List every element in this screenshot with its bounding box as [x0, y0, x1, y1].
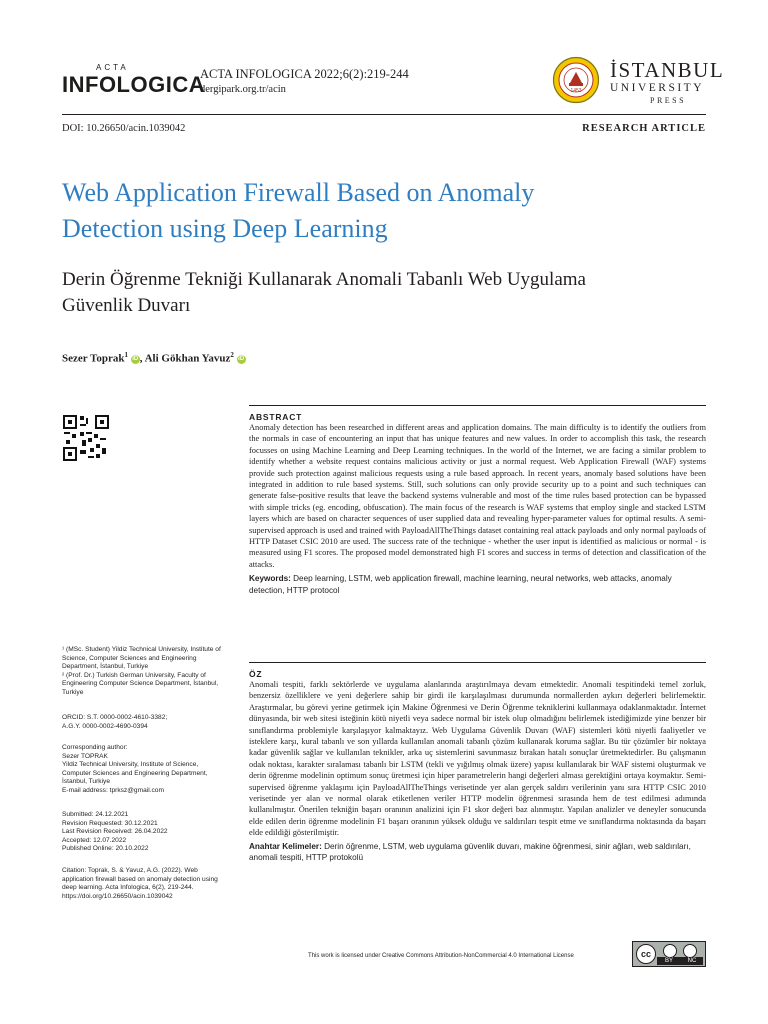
nc-icon: [683, 944, 697, 958]
date-published: Published Online: 20.10.2022: [62, 845, 149, 853]
author-1: Sezer Toprak: [62, 352, 125, 365]
affiliation-2: ² (Prof. Dr.) Turkish German University, Faculty of Engineering Computer Science Department, İstanbul, Turkiye: [62, 671, 219, 696]
date-revision-requested: Revision Requested: 30.12.2021: [62, 819, 158, 827]
corresponding-label: Corresponding author:: [62, 744, 128, 751]
publisher-sub: UNIVERSITY: [610, 82, 704, 94]
orcid-line-1: ORCID: S.T. 0000-0002-4610-3382;: [62, 714, 168, 721]
title-line-2: Detection using Deep Learning: [62, 214, 388, 243]
affiliations: [62, 646, 222, 698]
author-separator: ,: [139, 352, 143, 365]
corresponding-author: [62, 744, 222, 796]
author-2: Ali Gökhan Yavuz: [144, 352, 231, 365]
citation-block: Citation: Toprak, S. & Yavuz, A.G. (2022). Web application firewall based on anomaly detection using deep learning. Acta Infologica, 6(2), 219-244. https://doi.org/10.26650/acin.1039042: [62, 867, 218, 900]
subtitle-line-1: Derin Öğrenme Tekniği Kullanarak Anomali Tabanlı Web Uygulama: [62, 269, 586, 290]
header-rule: [62, 114, 706, 115]
oz-keywords: [249, 841, 706, 864]
orcid-line-2: A.G.Y. 0000-0002-4690-0394: [62, 722, 148, 730]
article-type: RESEARCH ARTICLE: [582, 123, 706, 134]
title-line-1: Web Application Firewall Based on Anomaly: [62, 178, 535, 207]
journal-url[interactable]: dergipark.org.tr/acin: [200, 84, 286, 95]
oz-rule: [249, 662, 706, 663]
publisher-name: İSTANBUL: [610, 58, 725, 82]
by-icon: [663, 944, 677, 958]
author-list: [62, 351, 246, 365]
cc-icon: cc: [636, 944, 656, 964]
article-subtitle: [62, 267, 722, 319]
subtitle-line-2: Güvenlik Duvarı: [62, 295, 191, 316]
logo-acta-text: ACTA: [96, 63, 129, 72]
abstract-keywords: [249, 573, 706, 596]
abstract-rule: [249, 405, 706, 406]
publisher-logo: [552, 56, 725, 106]
seal-year: 1453: [570, 88, 582, 94]
date-last-revision: Last Revision Received: 26.04.2022: [62, 828, 168, 836]
publisher-press: PRESS: [650, 96, 687, 105]
author-2-sup: 2: [230, 351, 234, 359]
date-accepted: Accepted: 12.07.2022: [62, 836, 127, 844]
anahtar-label: Anahtar Kelimeler:: [249, 841, 322, 851]
license-text: This work is licensed under Creative Commons Attribution-NonCommercial 4.0 International License: [308, 953, 574, 959]
orcid-icon[interactable]: iD: [132, 355, 139, 362]
abstract-text: Anomaly detection has been researched in different areas and application domains. The main difficulty is to identify the outliers from the normals in case of encountering an input that has unique features and new values. In order to accomplish this task, the research focusses on using Machine Learning and Deep Learning techniques. In the world of the Internet, we are facing a similar problem to identify whether a website request contains malicious activity or just a normal request. Web Application Firewall (WAF) systems provide such protection against malicious requests using a rule based approach. In recent years, anomaly based solutions have been integrated in addition to rule based systems. Still, such solutions can only provide security up to a point and such techniques can generate false-positive results that leave the backend systems vulnerable and most of the time rules based protection can be bypassed with simple tricks (eg. encoding, obfuscation). The main focus of the research is WAF systems that employ single and stacked LSTM layers which are based on character sequences of user supplied data and revealing hyper-parameter values for optimal results. A semi-supervised approach is used and trained with PayloadAllTheThings dataset containing real attack payloads and only normal payloads of HTTP Dataset CSIC 2010 are used. The success rate of the technique - whether the user input is identified as malicious or normal - is measured using F1 scores. The proposed model demonstrated high F1 scores and success in terms of detection and classification of the attacks.: [249, 423, 706, 569]
date-submitted: Submitted: 24.12.2021: [62, 811, 129, 818]
keywords-text: Deep learning, LSTM, web application firewall, machine learning, neural networks, web attacks, anomaly detection, HTTP protocol: [249, 574, 672, 595]
dates-block: [62, 811, 222, 854]
article-title: [62, 175, 702, 247]
abstract-heading: ABSTRACT: [249, 412, 303, 422]
corresponding-address: Yildiz Technical University, Institute of Science, Computer Sciences and Engineering Department, İstanbul, Turkiye: [62, 761, 208, 786]
corresponding-name: Sezer TOPRAK: [62, 752, 108, 760]
oz-text: Anomali tespiti, farklı sektörlerde ve uygulama alanlarında araştırılmaya devam etmektedir. Anomali tespitindeki temel zorluk, benzersiz özelliklere ve yeni değerlere sahip bir girdi ile karşılaşılması durumunda normallerden aykırı değerleri belirlemektir. Araştırmalar, bu görevi yerine getirmek için Makine Öğrenmesi ve Derin Öğrenme tekniklerini kullanmaya odaklanmaktadır. İnternet dünyasında, bir web sitesi isteğinin kötü niyetli veya sadece normal bir istek olup olmadığını belirlemek istediğimizde yine benzer bir sınıflandırma problemiyle karşılaşıyor kalmaktayız. Web Uygulama Güvenlik Duvarı (WAF) sistemleri kötü niyetli faaliyetler ve isteklere karşı, kural tabanlı ve son yıllarda kullanılan anomali tabanlı çözüm kullanarak koruma sağlar. Bu tür çözümler bir noktaya kadar güvenlik sağlar ve kullanılan teknikler, arka uç sistemlerini savunmasız bırakan hatalı sonuçlar üretmektedirler. Bu çalışmanın odak noktası, karakter sıralaması tabanlı bir LSTM (tekli ve yığılmış olmak üzere) yapısı kullanılarak bir WAF sistemi oluşturmak ve derin öğrenme modelinin optimum sonuç üretmesi için hiper parametrelerin hangi değerleri alması gerektiğini ortaya koymaktır. Semi-supervised öğrenme yaklaşımı için PayloadAllTheThings verisetinde yer alan gerçek saldırı verilerinin yanı sıra HTTP CSIC 2010 verisetinde yer alan ve normal olarak etiketlenen veriler HTTP modelin öğrenmesi sırasında hem de test edilmesi adımında kullanılmıştır. Önerilen tekniğin başarı oranının analizini için F1 skor değeri baz alınmıştır. Yapılan analizler ve deneyler sonucunda elde edilen derin öğrenme modelinin F1 başarı oranının yüksek olduğu ve saldırıları tespit etme ve sınıflandırma noktasında da başarı elde edildiği gösterilmiştir.: [249, 680, 706, 838]
affiliation-1: ¹ (MSc. Student) Yildiz Technical University, Institute of Science, Computer Sciences and Engineering Department, İstanbul, Turkiye: [62, 646, 221, 671]
by-label: BY: [657, 957, 681, 965]
journal-logo: [62, 63, 206, 99]
nc-label: NC: [681, 957, 703, 965]
anahtar-text: Derin öğrenme, LSTM, web uygulama güvenlik duvarı, makine öğrenmesi, sinir ağları, web saldırıları, anomali tespiti, HTTP protokolü: [249, 841, 691, 863]
keywords-label: Keywords:: [249, 574, 291, 584]
corresponding-email[interactable]: E-mail address: tprksz@gmail.com: [62, 786, 164, 794]
oz-heading: ÖZ: [249, 669, 263, 679]
university-seal-icon: [552, 56, 600, 104]
abstract-section: [249, 405, 706, 596]
qr-code-icon[interactable]: [62, 414, 110, 462]
cc-license-badge[interactable]: [632, 941, 706, 967]
doi[interactable]: DOI: 10.26650/acin.1039042: [62, 123, 186, 134]
orcid-icon[interactable]: iD: [238, 355, 245, 362]
oz-section: [249, 662, 706, 864]
author-1-sup: 1: [124, 351, 128, 359]
orcid-block: [62, 714, 222, 731]
logo-main-text: INFOLOGICA: [62, 72, 206, 97]
journal-citation-line: ACTA INFOLOGICA 2022;6(2):219-244: [200, 67, 409, 81]
